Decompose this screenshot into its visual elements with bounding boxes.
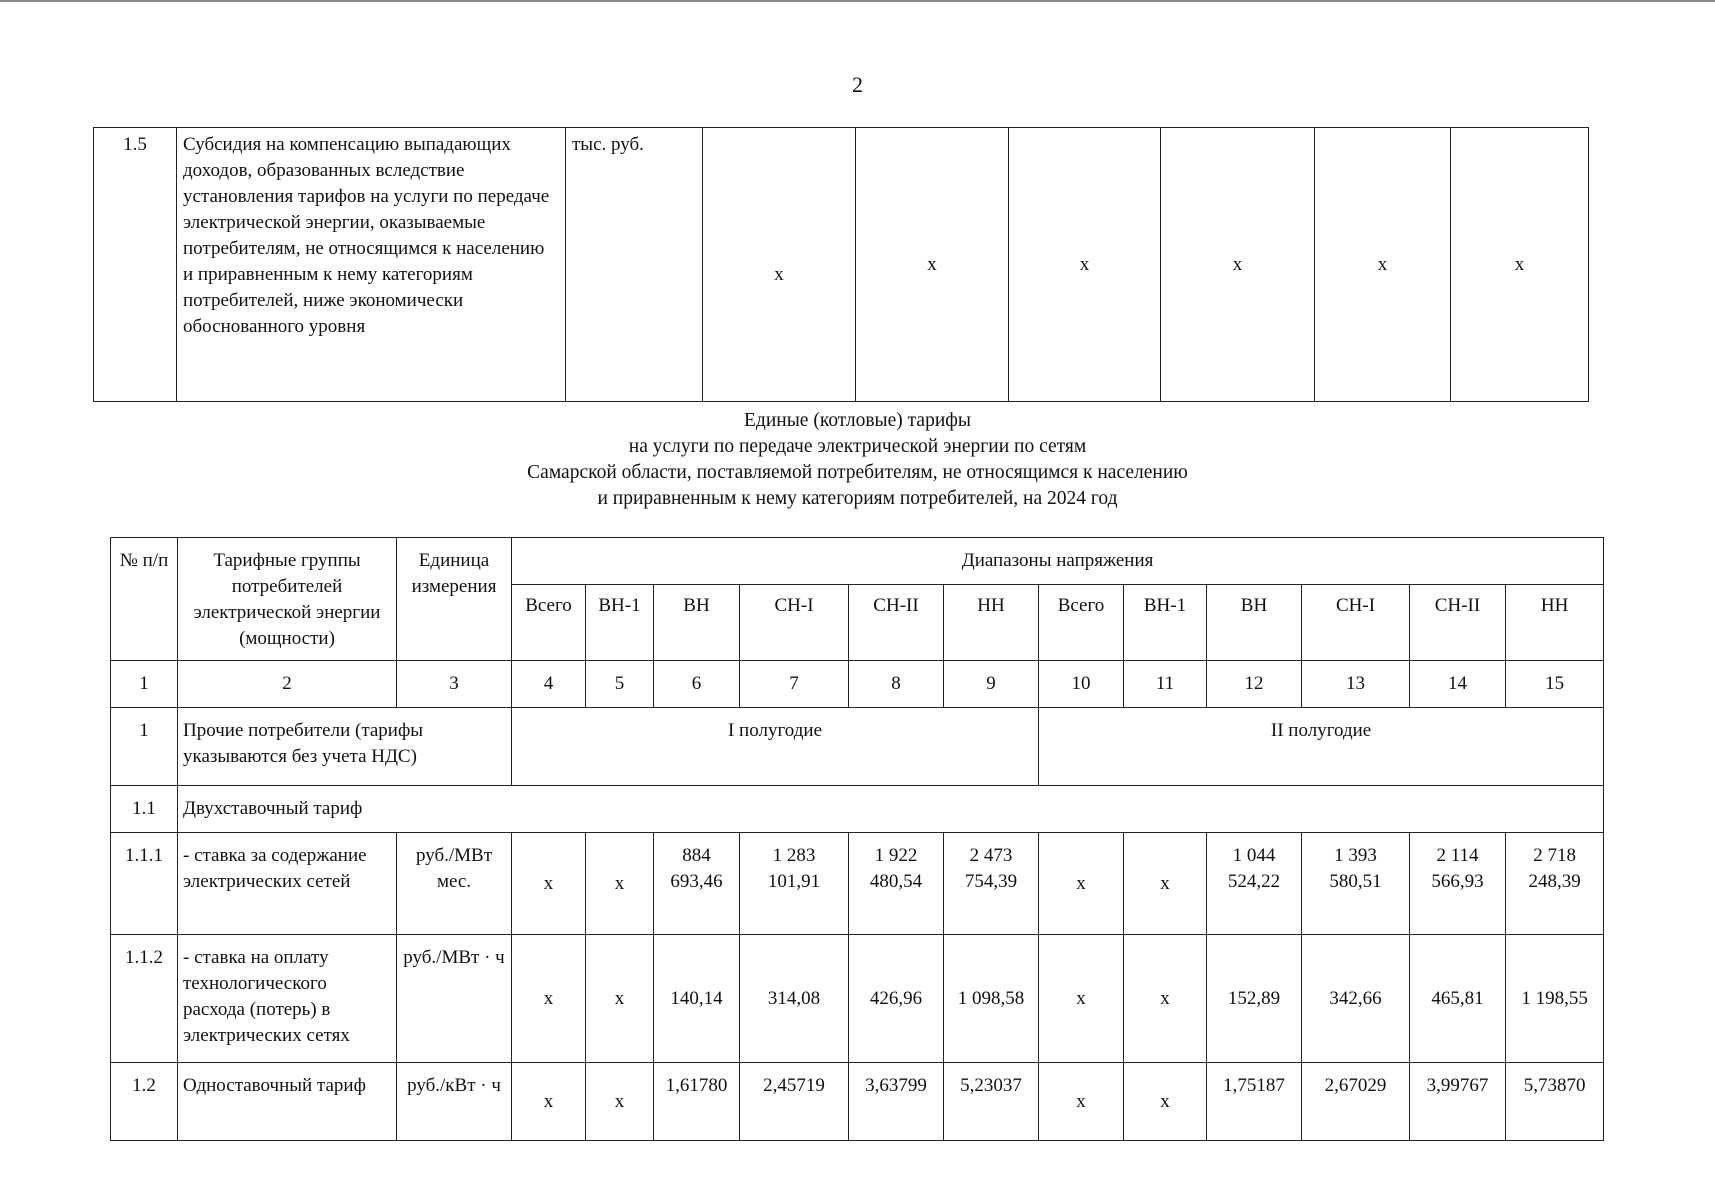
column-number: 11 bbox=[1124, 661, 1207, 708]
column-number: 2 bbox=[178, 661, 397, 708]
level-header: СН-II bbox=[849, 585, 944, 661]
header-group: Тарифные группы потребителей электрической энергии (мощности) bbox=[178, 538, 397, 661]
value-cell: 3,63799 bbox=[849, 1063, 944, 1141]
value-cell: 884 693,46 bbox=[654, 833, 740, 935]
tariff-table bbox=[110, 537, 1604, 1141]
value-cell: 2,45719 bbox=[740, 1063, 849, 1141]
value-cell: x bbox=[1124, 935, 1207, 1063]
half-year-2: II полугодие bbox=[1039, 708, 1604, 786]
value-cell: x bbox=[1009, 128, 1161, 402]
heading-line: на услуги по передаче электрической энергии по сетям bbox=[628, 436, 1087, 457]
value-cell: 1 922 480,54 bbox=[849, 833, 944, 935]
row-label: - ставка на оплату технологического расхода (потерь) в электрических сетях bbox=[178, 935, 397, 1063]
column-number-row bbox=[111, 661, 1604, 708]
value-cell: 2 718 248,39 bbox=[1506, 833, 1604, 935]
value-cell: x bbox=[1039, 1063, 1124, 1141]
value-cell: 1 044 524,22 bbox=[1207, 833, 1302, 935]
page-number: 2 bbox=[852, 72, 863, 97]
value-cell: 314,08 bbox=[740, 935, 849, 1063]
value-cell: x bbox=[586, 833, 654, 935]
level-header: СН-I bbox=[1302, 585, 1410, 661]
column-number: 7 bbox=[740, 661, 849, 708]
value-cell: 2 114 566,93 bbox=[1410, 833, 1506, 935]
row-description: Субсидия на компенсацию выпадающих доходов, образованных вследствие установления тарифов на услуги по передаче электрической энергии, оказываемые потребителям, не относящимся к населению и приравненным к нему категориям потребителей, ниже экономически обоснованного уровня bbox=[177, 128, 566, 402]
value-cell: 3,99767 bbox=[1410, 1063, 1506, 1141]
level-header: СН-II bbox=[1410, 585, 1506, 661]
value-cell: x bbox=[703, 128, 856, 402]
heading-line: Самарской области, поставляемой потребителям, не относящимся к населению bbox=[527, 462, 1188, 483]
row-unit: руб./МВт мес. bbox=[397, 833, 512, 935]
value-cell: x bbox=[512, 935, 586, 1063]
heading-line: Единые (котловые) тарифы bbox=[744, 410, 971, 431]
row-unit: руб./МВт · ч bbox=[397, 935, 512, 1063]
header-unit: Единица измерения bbox=[397, 538, 512, 661]
subsection-number: 1.1 bbox=[111, 786, 178, 833]
value-cell: 1 393 580,51 bbox=[1302, 833, 1410, 935]
value-cell: x bbox=[1315, 128, 1451, 402]
row-number: 1.1.1 bbox=[111, 833, 178, 935]
value-cell: x bbox=[586, 1063, 654, 1141]
value-cell: 1 283 101,91 bbox=[740, 833, 849, 935]
subsection-label: Двухставочный тариф bbox=[178, 786, 1604, 833]
level-header: ВН bbox=[1207, 585, 1302, 661]
table-row bbox=[111, 935, 1604, 1063]
value-cell: 2 473 754,39 bbox=[944, 833, 1039, 935]
value-cell: 5,23037 bbox=[944, 1063, 1039, 1141]
value-cell: 426,96 bbox=[849, 935, 944, 1063]
value-cell: 1 098,58 bbox=[944, 935, 1039, 1063]
section-number: 1 bbox=[111, 708, 178, 786]
value-cell: x bbox=[512, 833, 586, 935]
table-row bbox=[94, 128, 1589, 402]
value-cell: 1 198,55 bbox=[1506, 935, 1604, 1063]
top-rule bbox=[0, 0, 1715, 2]
value-cell: x bbox=[1124, 833, 1207, 935]
section-row bbox=[111, 708, 1604, 786]
row-unit: тыс. руб. bbox=[566, 128, 703, 402]
column-number: 3 bbox=[397, 661, 512, 708]
row-number: 1.1.2 bbox=[111, 935, 178, 1063]
value-cell: 1,75187 bbox=[1207, 1063, 1302, 1141]
table-row bbox=[111, 833, 1604, 935]
row-number: 1.5 bbox=[94, 128, 177, 402]
column-number: 8 bbox=[849, 661, 944, 708]
level-header: ВН-1 bbox=[586, 585, 654, 661]
column-number: 6 bbox=[654, 661, 740, 708]
value-cell: x bbox=[1039, 833, 1124, 935]
section-label: Прочие потребители (тарифы указываются без учета НДС) bbox=[178, 708, 512, 786]
subsidy-table bbox=[93, 127, 1589, 402]
subsection-row bbox=[111, 786, 1604, 833]
value-cell: 465,81 bbox=[1410, 935, 1506, 1063]
column-number: 15 bbox=[1506, 661, 1604, 708]
table-row bbox=[111, 1063, 1604, 1141]
row-label: Одноставочный тариф bbox=[178, 1063, 397, 1141]
value-cell: x bbox=[1451, 128, 1589, 402]
level-header: ВН bbox=[654, 585, 740, 661]
header-ranges: Диапазоны напряжения bbox=[512, 538, 1604, 585]
value-cell: 2,67029 bbox=[1302, 1063, 1410, 1141]
level-header: Всего bbox=[512, 585, 586, 661]
header-num: № п/п bbox=[111, 538, 178, 661]
header-row bbox=[111, 538, 1604, 585]
half-year-1: I полугодие bbox=[512, 708, 1039, 786]
column-number: 9 bbox=[944, 661, 1039, 708]
column-number: 5 bbox=[586, 661, 654, 708]
column-number: 4 bbox=[512, 661, 586, 708]
tariff-heading bbox=[0, 408, 1715, 512]
column-number: 14 bbox=[1410, 661, 1506, 708]
value-cell: x bbox=[586, 935, 654, 1063]
value-cell: x bbox=[1124, 1063, 1207, 1141]
level-header: ВН-1 bbox=[1124, 585, 1207, 661]
value-cell: 140,14 bbox=[654, 935, 740, 1063]
row-label: - ставка за содержание электрических сетей bbox=[178, 833, 397, 935]
row-number: 1.2 bbox=[111, 1063, 178, 1141]
column-number: 10 bbox=[1039, 661, 1124, 708]
value-cell: 5,73870 bbox=[1506, 1063, 1604, 1141]
level-header: НН bbox=[944, 585, 1039, 661]
heading-line: и приравненным к нему категориям потребителей, на 2024 год bbox=[597, 488, 1118, 509]
level-header: НН bbox=[1506, 585, 1604, 661]
value-cell: x bbox=[512, 1063, 586, 1141]
column-number: 13 bbox=[1302, 661, 1410, 708]
value-cell: 152,89 bbox=[1207, 935, 1302, 1063]
column-number: 12 bbox=[1207, 661, 1302, 708]
value-cell: x bbox=[1039, 935, 1124, 1063]
value-cell: x bbox=[1161, 128, 1315, 402]
row-unit: руб./кВт · ч bbox=[397, 1063, 512, 1141]
value-cell: 342,66 bbox=[1302, 935, 1410, 1063]
value-cell: 1,61780 bbox=[654, 1063, 740, 1141]
level-header: Всего bbox=[1039, 585, 1124, 661]
column-number: 1 bbox=[111, 661, 178, 708]
level-header: СН-I bbox=[740, 585, 849, 661]
value-cell: x bbox=[856, 128, 1009, 402]
